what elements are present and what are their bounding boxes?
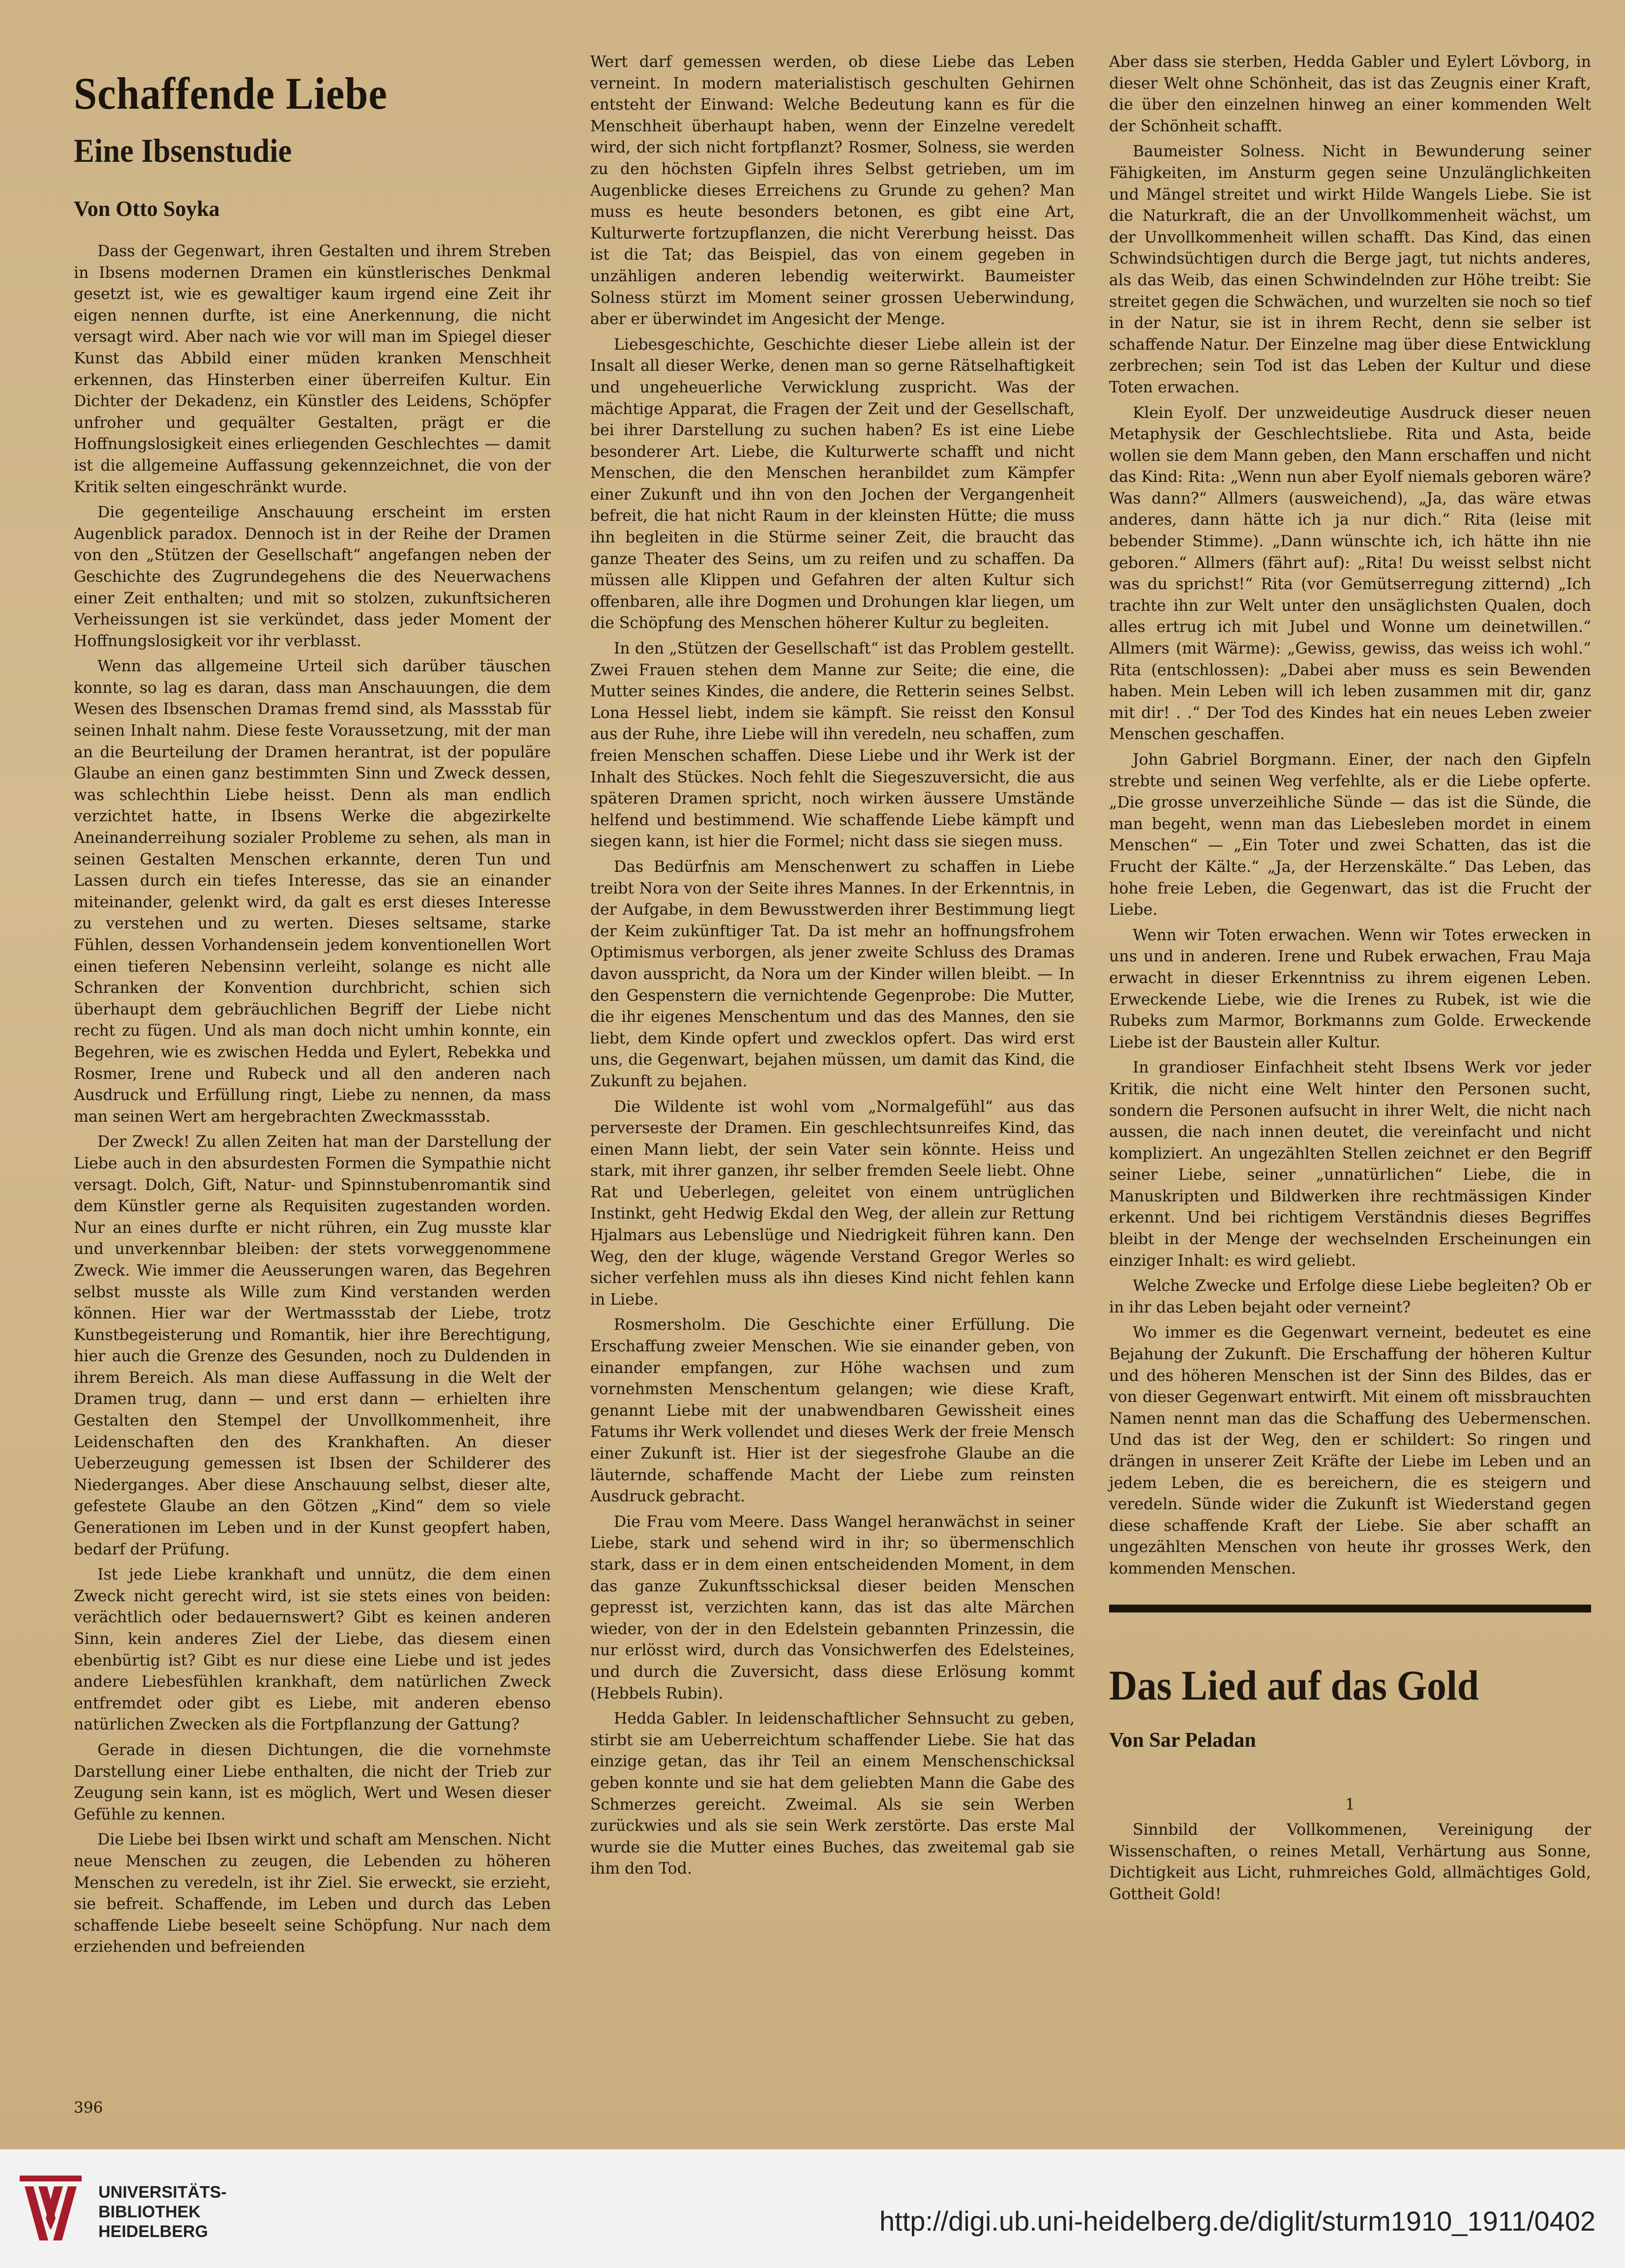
page-number: 396	[74, 2099, 103, 2117]
university-library-logo-icon	[19, 2172, 83, 2245]
second-article-author: Von Sar Peladan	[1109, 1729, 1256, 1752]
source-url-link[interactable]: http://digi.ub.uni-heidelberg.de/diglit/sturm1910_1911/0402	[879, 2206, 1595, 2237]
paragraph: Baumeister Solness. Nicht in Bewunderung seiner Fähigkeiten, im Ansturm gegen seine Unzulänglichkeiten und Mängel streitet und wirkt Hilde Wangels Liebe. Sie ist die Naturkraft, die an der Unvollkommenheit wächst, um der Unvollkommenheit willen schafft. Das Kind, das einen Schwindsüchtigen durch die Berge jagt, tut nichts anderes, als das Weib, das einen Schwindelnden zur Höhe treibt: Sie streitet gegen die Schwächen, und wurzelten sie noch so tief in der Natur, sie ist in ihrem Recht, denn sie selber ist schaffende Natur. Der Einzelne mag über diese Entwicklung zerbrechen; sein Tod ist das Leben der Kultur und diese Toten erwachen.	[1109, 143, 1591, 396]
paragraph: Welche Zwecke und Erfolge diese Liebe begleiten? Ob er in ihr das Leben bejaht oder verneint?	[1109, 1277, 1591, 1316]
paragraph: Das Bedürfnis am Menschenwert zu schaffen in Liebe treibt Nora von der Seite ihres Mannes. In der Erkenntnis, in der Aufgabe, in dem Bewusstwerden ihrer Bestimmung liegt der Keim zukünftiger Tat. Da ist mehr an hoffnungsfrohem Optimismus verborgen, als jener zweite Schluss des Dramas davon ausspricht, da Nora um der Kinder willen bleibt. — In den Gespenstern die vernichtende Gegenprobe: Die Mutter, die ihr eigenes Menschentum und das des Mannes, den sie liebt, dem Kinde opfert und zwecklos opfert. Das wird erst uns, die Gegenwart, bejahen müssen, um damit das Kind, die Zukunft zu bejahen.	[590, 858, 1075, 1090]
paragraph: Liebesgeschichte, Geschichte dieser Liebe allein ist der Insalt all dieser Werke, denen man so gerne Rätselhaftigkeit und ungeheuerliche Verwicklung zuspricht. Was der mächtige Apparat, die Fragen der Zeit und der Gesellschaft, bei ihrer Darstellung zu suchen haben? Es ist eine Liebe besonderer Art. Liebe, die Kulturwerte schafft und nicht Menschen, die den Menschen heranbildet zum Kämpfer einer Zukunft und ihn von den Jochen der Vergangenheit befreit, die hat nicht Raum in der kleinsten Hütte; die muss ihn begleiten in die Stürme seiner Zeit, die braucht das ganze Theater des Seins, um zu reifen und zu schaffen. Da müssen alle Klippen und Gefahren der alten Kultur sich offenbaren, alle ihre Dogmen und Drohungen klar liegen, um die Schöpfung des Menschen höherer Kultur zu begleiten.	[590, 335, 1075, 632]
digitization-footer	[0, 2149, 1625, 2268]
paragraph: Aber dass sie sterben, Hedda Gabler und Eylert Lövborg, in dieser Welt ohne Schönheit, das ist das Zeugnis einer Kraft, die über den einzelnen hinweg an einer kommenden Welt der Schönheit schafft.	[1109, 53, 1591, 135]
paragraph: Wenn wir Toten erwachen. Wenn wir Totes erwecken in uns und in anderen. Irene und Rubek erwachen, Frau Maja erwacht in dieser Erkenntniss zu ihrem eigenen Leben. Erweckende Liebe, wie die Irenes zu Rubek, ist wie die Rubeks zum Marmor, Borkmanns zum Golde. Erweckende Liebe ist der Baustein aller Kultur.	[1109, 926, 1591, 1051]
paragraph: In den „Stützen der Gesellschaft“ ist das Problem gestellt. Zwei Frauen stehen dem Manne zur Seite; die eine, die Mutter seines Kindes, die andere, die Retterin seines Selbst. Lona Hessel liebt, indem sie kämpft. Sie reisst den Konsul aus der Ruhe, ihre Liebe will ihn veredeln, neu schaffen, zum freien Menschen schaffen. Diese Liebe und ihr Werk ist der Inhalt des Stückes. Noch fehlt die Siegeszuversicht, die aus späteren Dramen spricht, noch wirken äussere Umstände helfend und bestimmend. Wie schaffende Liebe kämpft und siegen kann, ist hier die Formel; nicht dass sie siegen muss.	[590, 640, 1075, 851]
paragraph: Wert darf gemessen werden, ob diese Liebe das Leben verneint. In modern materialistisch geschulten Gehirnen entsteht der Einwand: Welche Bedeutung kann es für die Menschheit überhaupt haben, wenn der Einzelne veredelt wird, der sich nicht fortpflanzt? Rosmer, Solness, sie werden zu den höchsten Gipfeln ihres Selbst getrieben, um im Augenblicke dieses Erreichens zu Grunde zu gehen? Man muss es heute besonders betonen, es gibt eine Art, Kulturwerte fortzupflanzen, die nicht Vererbung heisst. Das ist die Tat; das Beispiel, das von einem gegeben in unzähligen anderen lebendig weiterwirkt. Baumeister Solness stürzt im Moment seiner grossen Ueberwindung, aber er überwindet im Angesicht der Menge.	[590, 53, 1075, 328]
paragraph: Die Liebe bei Ibsen wirkt und schaft am Menschen. Nicht neue Menschen zu zeugen, die Lebenden zu höheren Menschen zu veredeln, ist ihr Ziel. Sie erweckt, sie erzieht, sie befreit. Schaffende, im Leben und durch das Leben schaffende Liebe beseelt seine Schöpfung. Nur nach dem erziehenden und befreienden	[74, 1831, 551, 1956]
paragraph: Der Zweck! Zu allen Zeiten hat man der Darstellung der Liebe auch in den absurdesten Formen die Sympathie nicht versagt. Dolch, Gift, Natur- und Spinnstubenromantik sind dem Künstler gerne als Requisiten zugestanden worden. Nur an eines durfte er nicht rühren, ein Zug musste klar und unverkennbar bleiben: der stets vorweggenommene Zweck. Wie immer die Aeusserungen waren, das Begehren selbst musste als Wille zum Kind verstanden werden können. Hier war der Wertmassstab der Liebe, trotz Kunstbegeisterung und Romantik, hier ihre Berechtigung, hier auch die Grenze des Gesunden, noch zu Duldenden in ihrem Bereich. Als man diese Auffassung in die Welt der Dramen trug, dann — und erst dann — erhielten ihre Gestalten den Stempel der Unvollkommenheit, ihre Leidenschaften den des Krankhaften. An dieser Ueberzeugung gemessen ist Ibsen der Schilderer des Niederganges. Aber diese Anschauung selbst, dieser alte, gefestete Glaube an den Götzen „Kind“ dem so viele Generationen im Leben und in der Kunst geopfert haben, bedarf der Prüfung.	[74, 1133, 551, 1558]
column-3	[1109, 52, 1591, 1910]
paragraph: Wenn das allgemeine Urteil sich darüber täuschen konnte, so lag es daran, dass man Anschauungen, die dem Wesen des Ibsenschen Dramas fremd sind, als Massstab für seinen Inhalt nahm. Diese feste Voraussetzung, mit der man an die Beurteilung der Dramen herantrat, ist der populäre Glaube an einen ganz bestimmten Sinn und Zweck dessen, was schlechthin Liebe heisst. Denn als man endlich verzichtet hatte, in Ibsens Werke die abgezirkelte Aneinanderreihung sozialer Probleme zu sehen, als man in seinen Gestalten Menschen erkannte, deren Tun und Lassen durch ein tiefes Interesse, das sie an einander miteinander, gelenkt wird, da galt es erst dieses Interesse zu verstehen und zu werten. Dieses seltsame, starke Fühlen, dessen Vorhandensein jedem konventionellen Wort einen tieferen Nebensinn verleiht, solange es nicht alle Schranken der Konvention durchbricht, schien sich überhaupt dem gebräuchlichen Begriff der Liebe nicht recht zu fügen. Und als man doch nicht umhin konnte, ein Begehren, wie es zwischen Hedda und Eylert, Rebekka und Rosmer, Irene und Rubeck und all den anderen nach Ausdruck und Erfüllung ringt, Liebe zu nennen, da mass man seinen Wert am hergebrachten Zweckmassstab.	[74, 657, 551, 1126]
paragraph: Ist jede Liebe krankhaft und unnütz, die dem einen Zweck nicht gerecht wird, ist sie stets eines von beiden: verächtlich oder bedauernswert? Gibt es keinen anderen Sinn, kein anderes Ziel der Liebe, das diesem einen ebenbürtig ist? Gibt es nur diese eine Liebe und ist jedes andere Liebesfühlen krankhaft, dem natürlichen Zweck entfremdet oder gibt es Liebe, mit anderen ebenso natürlichen Zwecken als die Fortpflanzung der Gattung?	[74, 1566, 551, 1734]
section-number: 1	[1345, 1795, 1355, 1814]
article-title: Schaffende Liebe	[74, 68, 388, 119]
section-divider	[1109, 1605, 1591, 1612]
paragraph: Sinnbild der Vollkommenen, Vereinigung der Wissenschaften, o reines Metall, Verhärtung aus Sonne, Dichtigkeit aus Licht, ruhmreiches Gold, allmächtiges Gold, Gottheit Gold!	[1109, 1821, 1591, 1903]
second-article-title: Das Lied auf das Gold	[1109, 1661, 1479, 1709]
paragraph: Hedda Gabler. In leidenschaftlicher Sehnsucht zu geben, stirbt sie am Ueberreichtum schaffender Liebe. Sie hat das einzige getan, das ihr Teil an einem Menschenschicksal geben konnte und sie hat dem geliebten Mann die Gabe des Schmerzes gereicht. Zweimal. Als sie sein Werben zurückwies und als sie sein Werk zerstörte. Das erste Mal wurde sie die Mutter eines Buches, das zweitemal gab sie ihm den Tod.	[590, 1710, 1075, 1878]
library-name	[98, 2182, 227, 2241]
article-subtitle: Eine Ibsenstudie	[74, 132, 292, 169]
paragraph: Gerade in diesen Dichtungen, die die vornehmste Darstellung einer Liebe enthalten, die nicht der Trieb zur Zeugung sein kann, ist es möglich, Wert und Wesen dieser Gefühle zu kennen.	[74, 1741, 551, 1823]
paragraph: Dass der Gegenwart, ihren Gestalten und ihrem Streben in Ibsens modernen Dramen ein künstlerisches Denkmal gesetzt ist, wie es gewaltiger kaum irgend eine Zeit ihr eigen nennen durfte, ist eine Anerkennung, die nicht versagt wird. Aber nach wie vor will man im Spiegel dieser Kunst das Abbild einer müden kranken Menschheit erkennen, das Hinsterben einer überreifen Kultur. Ein Dichter der Dekadenz, ein Künstler des Leidens, Schöpfer unfroher und gequälter Gestalten, prägt er die Hoffnungslosigkeit eines erliegenden Geschlechtes — damit ist die allgemeine Auffassung gekennzeichnet, die von der Kritik selten eingeschränkt wurde.	[74, 242, 551, 496]
paragraph: Wo immer es die Gegenwart verneint, bedeutet es eine Bejahung der Zukunft. Die Erschaffung der höheren Kultur und des höheren Menschen ist der Sinn des Bildes, das er von dieser Gegenwart entwirft. Mit einem oft missbrauchten Namen nennt man das die Schaffung des Uebermenschen. Und das ist der Weg, den er schildert: So ringen und drängen in unserer Zeit Kräfte der Liebe im Leben und an jedem Leben, die es bereichern, die es steigern und veredeln. Sünde wider die Zukunft ist Wiederstand gegen diese schaffende Kraft der Liebe. Sie aber schafft an ungezählten Menschen von heute ihr grosses Werk, den kommenden Menschen.	[1109, 1324, 1591, 1578]
paragraph: Die Wildente ist wohl vom „Normalgefühl“ aus das perverseste der Dramen. Ein geschlechtsunreifes Kind, das einen Mann liebt, der sein Vater sein könnte. Heiss und stark, mit ihrer ganzen, ihr selber fremden Seele liebt. Ohne Rat und Ueberlegen, geleitet von einem untrüglichen Instinkt, geht Hedwig Ekdal den Weg, der allein zur Rettung Hjalmars aus Lebenslüge und Niedrigkeit führen kann. Den Weg, den der kluge, wägende Verstand Gregor Werles so sicher verfehlen muss als ihn dieses Kind nicht fehlen kann in Liebe.	[590, 1098, 1075, 1309]
column-2	[590, 52, 1075, 1884]
paragraph: John Gabriel Borgmann. Einer, der nach den Gipfeln strebte und seinen Weg verfehlte, als er die Liebe opferte. „Die grosse unverzeihliche Sünde — das ist die Sünde, die man begeht, wenn man das Liebesleben mordet in einem Menschen“ — „Ein Toter und zwei Schatten, das ist die Frucht der Kälte.“ „Ja, der Herzenskälte.“ Das Leben, das hohe freie Leben, die Gegenwart, das ist die Frucht der Liebe.	[1109, 751, 1591, 919]
article-author: Von Otto Soyka	[74, 197, 220, 221]
library-name-line: HEIDELBERG	[98, 2222, 208, 2241]
paragraph: Die Frau vom Meere. Dass Wangel heranwächst in seiner Liebe, stark und sehend wird in ihr; so übermenschlich stark, dass er in dem einen entscheidenden Moment, in dem das ganze Zukunftsschicksal dieser beiden Menschen gepresst ist, verzichten kann, das ist das alte Märchen wieder, von der in den Edelstein gebannten Prinzessin, die nur erlösst wird, durch das Vonsichwerfen des Edelsteines, und durch die Zuversicht, dass diese Erlösung kommt (Hebbels Rubin).	[590, 1513, 1075, 1702]
paragraph: Die gegenteilige Anschauung erscheint im ersten Augenblick paradox. Dennoch ist in der Reihe der Dramen von den „Stützen der Gesellschaft“ angefangen neben der Geschichte des Zugrundegehens die des Neuerwachens einer Zeit enthalten; und mit so stolzen, zukunftsicheren Verheissungen ist sie verkündet, dass jeder Moment der Hoffnungslosigkeit vor ihr verblasst.	[74, 504, 551, 650]
paragraph: In grandioser Einfachheit steht Ibsens Werk vor jeder Kritik, die nicht eine Welt hinter den Personen sucht, sondern die Personen aufsucht in ihrer Welt, die nicht nach aussen, die nach innen deutet, die vereinfacht und nicht kompliziert. An ungezählten Stellen zeichnet er den Begriff seiner Liebe, seiner „unnatürlichen“ Liebe, die in Manuskripten und Bildwerken ihre rechtmässigen Kinder erkennt. Und bei richtigem Verständnis dieses Begriffes bleibt in der Menge der wechselnden Erscheinungen ein einziger Inhalt: es wird geliebt.	[1109, 1059, 1591, 1270]
library-name-line: UNIVERSITÄTS-	[98, 2183, 227, 2202]
paragraph: Rosmersholm. Die Geschichte einer Erfüllung. Die Erschaffung zweier Menschen. Wie sie einander geben, von einander empfangen, zur Höhe wachsen und zum vornehmsten Menschentum gelangen; wie diese Kraft, genannt Liebe mit der unabwendbaren Gewissheit eines Fatums ihr Werk vollendet und dieses Werk der freie Mensch einer Zukunft ist. Hier ist der siegesfrohe Glaube an die läuternde, schaffende Macht der Liebe zum reinsten Ausdruck gebracht.	[590, 1316, 1075, 1506]
paragraph: Klein Eyolf. Der unzweideutige Ausdruck dieser neuen Metaphysik der Geschlechtsliebe. Rita und Asta, beide wollen sie dem Mann geben, den Mann erschaffen und nicht das Kind: Rita: „Wenn nun aber Eyolf niemals geboren wäre? Was dann?“ Allmers (ausweichend), „Ja, das wäre etwas anderes, dann hätte ich ja nur dich.“ Rita (leise mit bebender Stimme). „Dann wünschte ich, ich hätte ihn nie geboren.“ Allmers (fährt auf): „Rita! Du weisst selbst nicht was du sprichst!“ Rita (vor Gemütserregung zitternd) „Ich trachte ihn zur Welt unter den unsäglichsten Qualen, doch alles ertrug ich mit Jubel und Wonne um deinetwillen.“ Allmers (mit Wärme): „Gewiss, gewiss, das weiss ich wohl.“ Rita (entschlossen): „Dabei aber muss es sein Bewenden haben. Mein Leben will ich leben zusammen mit dir, ganz mit dir! . .“ Der Tod des Kindes hat ein neues Leben zweier Menschen geschaffen.	[1109, 404, 1591, 744]
column-1	[74, 54, 551, 1962]
library-name-line: BIBLIOTHEK	[98, 2203, 201, 2221]
